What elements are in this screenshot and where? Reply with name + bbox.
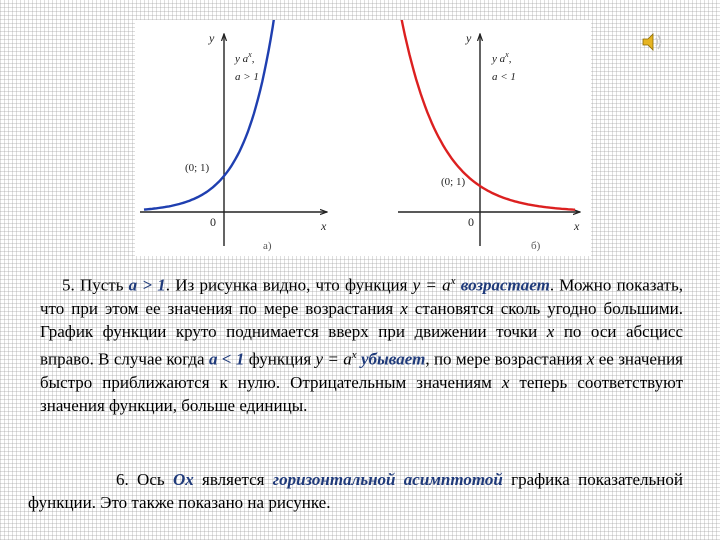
p5-x-2: x (546, 322, 555, 342)
p5-func-1-exp: x (450, 275, 456, 287)
right-cond-label: a < 1 (492, 71, 516, 83)
p6-s1: 6. Ось (116, 470, 173, 489)
left-cond-label: a > 1 (235, 71, 259, 83)
left-point-label: (0; 1) (185, 162, 210, 174)
p5-func-1: y = a (412, 275, 451, 295)
p5-cond-a-gt-1: a > 1 (128, 275, 166, 295)
p5-s11: по оси абсцисс вправо. В случае когда (40, 322, 683, 369)
graphs-svg (135, 20, 591, 256)
right-origin-label: 0 (468, 215, 474, 229)
p5-func-2: y = a (315, 349, 352, 369)
text-block (28, 270, 683, 513)
right-point-label: (0; 1) (441, 176, 466, 188)
p5-x-1: x (400, 299, 408, 319)
p5-s3: . Из рисунка видно, что функция (165, 275, 413, 295)
p5-increases: возрастает (460, 275, 550, 295)
left-x-label: x (321, 219, 327, 233)
graph-right (396, 20, 580, 252)
paragraph-6 (28, 468, 683, 515)
p6-s5: графика показательной функции. Это также показано на рисунке. (28, 470, 683, 513)
p5-x-4: x (501, 372, 510, 392)
p6-ox: Ox (172, 470, 194, 489)
right-curve-decreasing (396, 20, 575, 210)
exponential-graphs-figure (135, 20, 591, 256)
left-origin-label: 0 (210, 215, 216, 229)
right-caption: б) (531, 240, 541, 252)
speaker-icon[interactable] (640, 30, 664, 54)
p5-cond-a-lt-1: a < 1 (208, 349, 245, 369)
p5-s21: теперь соответствуют значения функции, больше единицы. (40, 372, 683, 416)
right-x-label: x (574, 219, 580, 233)
left-curve-increasing (144, 20, 310, 210)
left-caption: а) (263, 240, 272, 252)
p5-decreases: убывает (360, 349, 426, 369)
p5-func-2-exp: x (351, 348, 357, 361)
left-func-exp: x (248, 50, 252, 59)
right-func-exp: x (505, 50, 509, 59)
svg-text:y ax, (234, 50, 255, 65)
p5-x-3: x (586, 349, 595, 369)
graph-left (140, 20, 327, 252)
right-func-label: y a (492, 53, 506, 65)
p5-s1: 5. Пусть (62, 275, 129, 295)
left-func-label: y a (235, 53, 249, 65)
left-y-label: y (209, 31, 215, 45)
p5-s7: . Можно показать, что при этом ее значения по мере возрастания (40, 275, 683, 319)
p5-s17: , по мере возрастания (425, 349, 587, 369)
left-func-tail: , (251, 53, 255, 65)
p5-s13: функция (244, 349, 316, 369)
paragraph-5 (40, 270, 683, 418)
p5-s9: становятся сколь угодно большими. График функции круто поднимается вверх при движении точки (40, 299, 683, 342)
svg-text:y ax, (491, 50, 512, 65)
right-func-tail: , (508, 53, 512, 65)
p6-s3: является (193, 470, 273, 489)
right-y-label: y (466, 31, 472, 45)
p6-asymptote: горизонтальной асимптотой (272, 470, 503, 489)
p5-s19: ее значения быстро приближаются к нулю. Отрицательным значениям (40, 349, 683, 392)
